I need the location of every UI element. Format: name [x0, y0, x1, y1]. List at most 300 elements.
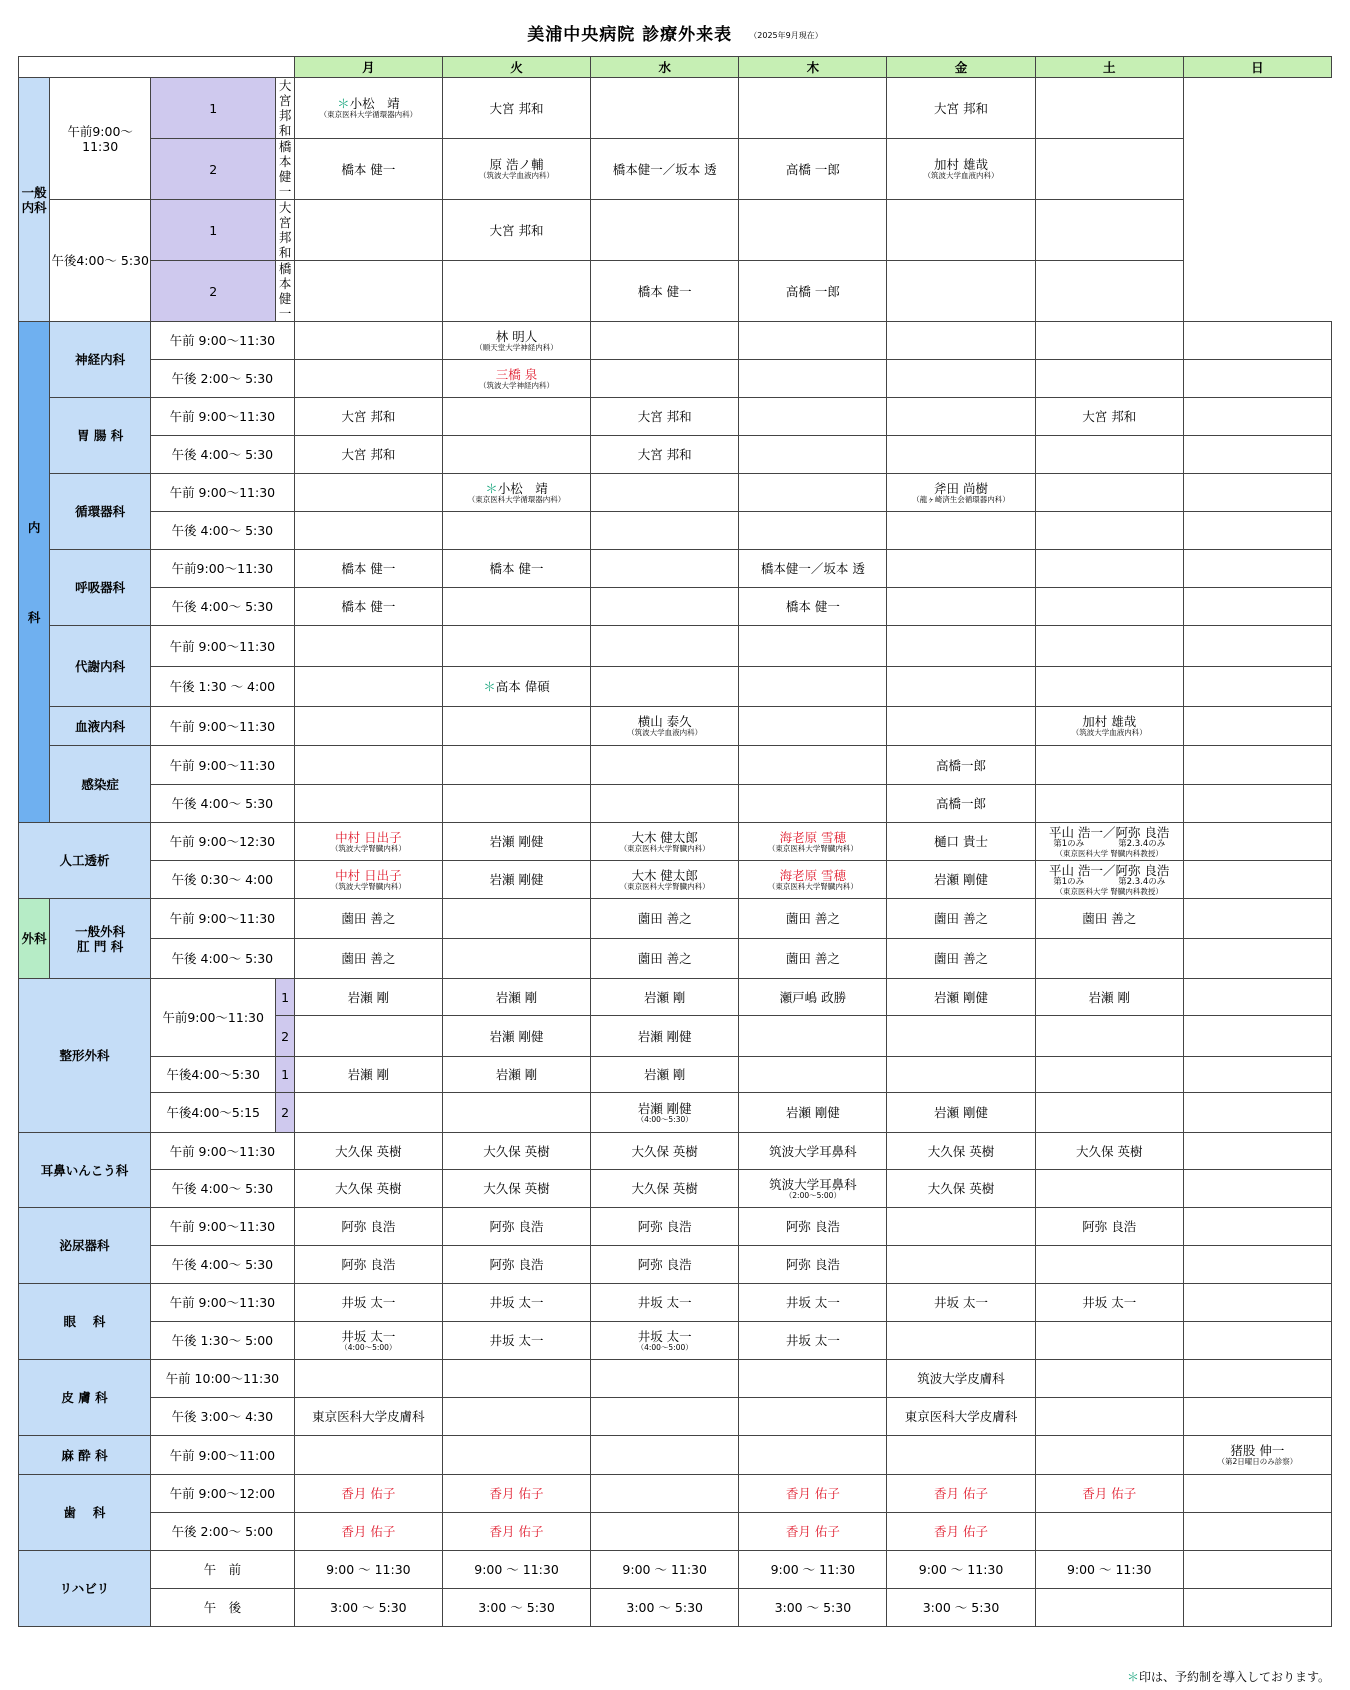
- corner-cell: [19, 57, 295, 78]
- time-slot: 午後 4:00〜 5:30: [150, 436, 294, 474]
- affiliation-note: （4:00〜5:00）: [340, 1342, 397, 1352]
- schedule-cell: [739, 436, 887, 474]
- schedule-cell: [591, 979, 739, 1016]
- doctor-name: 大宮 邦和: [489, 100, 544, 116]
- doctor-name: 9:00 〜 11:30: [326, 1562, 411, 1577]
- schedule-cell: [1183, 939, 1331, 979]
- schedule-cell: [591, 899, 739, 939]
- schedule-cell: [591, 1589, 739, 1627]
- doctor-name: 平山 浩一／阿弥 良浩: [1048, 863, 1170, 879]
- schedule-cell: [294, 200, 442, 261]
- affiliation-note: （東京医科大学腎臓内科）: [767, 881, 858, 891]
- schedule-cell: [442, 746, 590, 785]
- doctor-name: 大宮 邦和: [341, 409, 396, 424]
- schedule-cell: [887, 398, 1035, 436]
- reservation-note: [1127, 1668, 1330, 1685]
- schedule-cell: [442, 398, 590, 436]
- schedule-cell: [1183, 512, 1331, 550]
- schedule-row: [19, 360, 1332, 398]
- doctor-name: 加村 雄哉: [934, 157, 989, 173]
- affiliation-note: （筑波大学血液内科）: [627, 728, 703, 738]
- schedule-cell: [887, 261, 1035, 322]
- doctor-name: 井坂 太一: [637, 1328, 692, 1344]
- schedule-row: [19, 139, 1332, 200]
- doctor-name: 阿弥 良浩: [341, 1257, 396, 1272]
- day-header: 金: [887, 57, 1035, 78]
- schedule-cell: [442, 667, 590, 707]
- schedule-cell: [1035, 746, 1183, 785]
- page-header: [0, 20, 1350, 45]
- schedule-cell: [591, 550, 739, 588]
- doctor-name: 岩瀬 剛: [495, 1067, 538, 1082]
- schedule-cell: [591, 588, 739, 626]
- schedule-cell: [442, 1589, 590, 1627]
- doctor-name: 阿弥 良浩: [1082, 1219, 1137, 1234]
- schedule-cell: [739, 1093, 887, 1133]
- doctor-name: 大宮 邦和: [341, 447, 396, 462]
- doctor-name: 橋本 健一: [341, 561, 396, 576]
- schedule-row: [19, 979, 1332, 1016]
- doctor-name: 大宮 邦和: [278, 200, 292, 260]
- time-slot: 午後4:00〜5:30: [150, 1057, 275, 1093]
- schedule-cell: [442, 979, 590, 1016]
- schedule-cell: [1035, 1057, 1183, 1093]
- schedule-cell: [591, 785, 739, 823]
- day-header-row: [19, 57, 1332, 78]
- schedule-row: [19, 1322, 1332, 1360]
- schedule-cell: [1183, 979, 1331, 1016]
- schedule-cell: [739, 1360, 887, 1398]
- doctor-name: 薗田 善之: [341, 951, 396, 966]
- time-slot: 午後 3:00〜 4:30: [150, 1398, 294, 1436]
- department-name: 胃 腸 科: [50, 398, 151, 474]
- schedule-cell: [739, 588, 887, 626]
- schedule-cell: [1035, 360, 1183, 398]
- time-slot: 午前 9:00〜11:30: [150, 626, 294, 667]
- department-name: 麻 酔 科: [19, 1436, 151, 1475]
- doctor-name: 橋本健一／坂本 透: [760, 561, 865, 576]
- schedule-cell: [887, 667, 1035, 707]
- time-slot: 午前9:00〜11:30: [50, 78, 151, 200]
- schedule-row: [19, 398, 1332, 436]
- schedule-cell: [294, 823, 442, 861]
- schedule-cell: [1183, 550, 1331, 588]
- schedule-cell: [442, 1057, 590, 1093]
- doctor-name: 大久保 英樹: [483, 1143, 550, 1159]
- time-slot: 午後 4:00〜 5:30: [150, 512, 294, 550]
- doctor-name: 岩瀬 剛: [643, 989, 686, 1005]
- schedule-cell: [1183, 746, 1331, 785]
- doctor-name: 大宮 邦和: [489, 222, 544, 238]
- schedule-row: [19, 78, 1332, 139]
- schedule-row: [19, 861, 1332, 899]
- schedule-cell: [1183, 707, 1331, 746]
- doctor-name: 香月 佑子: [489, 1486, 544, 1501]
- schedule-row: [19, 1436, 1332, 1475]
- schedule-cell: [1035, 1284, 1183, 1322]
- schedule-cell: [739, 1513, 887, 1551]
- schedule-cell: [739, 322, 887, 360]
- schedule-cell: [887, 1170, 1035, 1208]
- department-name: 呼吸器科: [50, 550, 151, 626]
- schedule-cell: [739, 1589, 887, 1627]
- schedule-cell: [591, 1057, 739, 1093]
- schedule-row: [19, 588, 1332, 626]
- schedule-row: [19, 322, 1332, 360]
- schedule-cell: [294, 512, 442, 550]
- doctor-name: 林 明人: [495, 328, 538, 344]
- schedule-cell: [887, 707, 1035, 746]
- schedule-cell: [887, 474, 1035, 512]
- schedule-cell: [887, 588, 1035, 626]
- schedule-cell: [591, 200, 739, 261]
- doctor-name: 大宮 邦和: [637, 409, 692, 424]
- affiliation-note: （東京医科大学 腎臓内科教授）: [1055, 886, 1163, 896]
- schedule-cell: [294, 1246, 442, 1284]
- schedule-row: [19, 626, 1332, 667]
- schedule-cell: [1035, 436, 1183, 474]
- schedule-cell: [442, 588, 590, 626]
- schedule-cell: [739, 667, 887, 707]
- doctor-name: 中村 日出子: [335, 829, 402, 845]
- doctor-name: 高本 偉碩: [495, 679, 550, 694]
- doctor-name: 薗田 善之: [934, 911, 989, 926]
- schedule-cell: [591, 78, 739, 139]
- schedule-cell: [294, 261, 442, 322]
- schedule-cell: [294, 588, 442, 626]
- time-slot: 午前 9:00〜11:30: [150, 474, 294, 512]
- time-slot: 午前 9:00〜11:30: [150, 398, 294, 436]
- doctor-name: 筑波大学耳鼻科: [769, 1176, 857, 1192]
- schedule-row: [19, 785, 1332, 823]
- doctor-name: 橋本 健一: [785, 599, 840, 614]
- schedule-cell: [442, 785, 590, 823]
- schedule-cell: [887, 139, 1035, 200]
- doctor-name: 東京医科大学皮膚科: [312, 1409, 425, 1424]
- schedule-cell: [1035, 979, 1183, 1016]
- schedule-cell: [591, 1133, 739, 1170]
- schedule-cell: [887, 1436, 1035, 1475]
- schedule-row: [19, 1170, 1332, 1208]
- doctor-name: 薗田 善之: [785, 951, 840, 966]
- schedule-cell: [1183, 1551, 1331, 1589]
- schedule-cell: [887, 1284, 1035, 1322]
- schedule-cell: [591, 1360, 739, 1398]
- time-slot: 午前 9:00〜11:30: [150, 1208, 294, 1246]
- schedule-cell: [591, 398, 739, 436]
- schedule-cell: [887, 1513, 1035, 1551]
- schedule-cell: [442, 1246, 590, 1284]
- doctor-name: 岩瀬 剛健: [489, 834, 544, 849]
- schedule-cell: [739, 979, 887, 1016]
- schedule-cell: [1035, 1322, 1183, 1360]
- schedule-cell: [1183, 360, 1331, 398]
- schedule-cell: [591, 1551, 739, 1589]
- schedule-cell: [276, 78, 294, 139]
- schedule-cell: [1035, 1475, 1183, 1513]
- schedule-cell: [739, 626, 887, 667]
- schedule-cell: [442, 1436, 590, 1475]
- schedule-cell: [442, 1551, 590, 1589]
- schedule-cell: [442, 360, 590, 398]
- schedule-cell: [887, 626, 1035, 667]
- time-slot: 午 前: [150, 1551, 294, 1589]
- doctor-name: 大久保 英樹: [631, 1143, 698, 1159]
- schedule-cell: [739, 899, 887, 939]
- time-slot: 午後 4:00〜 5:30: [150, 1246, 294, 1284]
- doctor-name: 岩瀬 剛: [347, 989, 390, 1005]
- schedule-cell: [1183, 1398, 1331, 1436]
- doctor-name: 原 浩ノ輔: [489, 157, 544, 173]
- schedule-cell: [887, 1133, 1035, 1170]
- time-slot: 午後 2:00〜 5:30: [150, 360, 294, 398]
- schedule-cell: [1183, 1093, 1331, 1133]
- doctor-name: 阿弥 良浩: [785, 1219, 840, 1234]
- schedule-cell: [1183, 1436, 1331, 1475]
- schedule-cell: [294, 626, 442, 667]
- doctor-name: 香月 佑子: [1082, 1486, 1137, 1501]
- doctor-name: 中村 日出子: [335, 867, 402, 883]
- doctor-name: 岩瀬 剛: [1088, 989, 1130, 1005]
- schedule-cell: [591, 823, 739, 861]
- schedule-cell: [294, 861, 442, 899]
- schedule-cell: [1183, 1284, 1331, 1322]
- doctor-name: 岩瀬 剛健: [489, 872, 544, 887]
- doctor-name: 9:00 〜 11:30: [770, 1562, 856, 1577]
- affiliation-note: （東京医科大学循環器内科）: [319, 110, 418, 120]
- doctor-name: 大久保 英樹: [927, 1143, 995, 1159]
- schedule-cell: [739, 474, 887, 512]
- schedule-cell: [1035, 1398, 1183, 1436]
- schedule-cell: [1035, 899, 1183, 939]
- schedule-cell: [1035, 707, 1183, 746]
- schedule-cell: [591, 1436, 739, 1475]
- schedule-cell: [887, 1016, 1035, 1057]
- affiliation-note: （順天堂大学神経内科）: [475, 342, 558, 352]
- as-of-date: （2025年9月現在）: [749, 31, 823, 40]
- schedule-cell: [739, 78, 887, 139]
- schedule-cell: [887, 939, 1035, 979]
- doctor-name: 橋本 健一: [341, 161, 396, 177]
- affiliation-note: （筑波大学血液内科）: [923, 171, 999, 181]
- schedule-row: [19, 436, 1332, 474]
- schedule-cell: [887, 360, 1035, 398]
- doctor-name: 橋本 健一: [637, 283, 692, 299]
- doctor-name: 井坂 太一: [785, 1295, 840, 1310]
- schedule-cell: [739, 861, 887, 899]
- schedule-cell: [294, 1513, 442, 1551]
- reservation-star-icon: ＊: [485, 480, 498, 496]
- schedule-cell: [442, 1513, 590, 1551]
- schedule-cell: [276, 200, 294, 261]
- doctor-name: 井坂 太一: [934, 1295, 989, 1310]
- schedule-cell: [739, 550, 887, 588]
- schedule-cell: [1035, 667, 1183, 707]
- doctor-name: 斧田 尚樹: [934, 480, 989, 496]
- doctor-name: 3:00 〜 5:30: [478, 1600, 555, 1615]
- doctor-name: 橋本 健一: [489, 561, 544, 576]
- time-slot: 午後 4:00〜 5:30: [150, 588, 294, 626]
- day-header: 日: [1183, 57, 1331, 78]
- schedule-cell: [1035, 626, 1183, 667]
- doctor-name: 猪股 伸一: [1230, 1443, 1285, 1459]
- doctor-name: 井坂 太一: [1082, 1295, 1137, 1310]
- schedule-cell: [591, 436, 739, 474]
- doctor-name: 岩瀬 剛: [495, 989, 538, 1005]
- affiliation-note: （龍ヶ崎済生会循環器内科）: [912, 494, 1010, 504]
- doctor-name: 大宮 邦和: [1082, 409, 1137, 424]
- time-slot: 午後 4:00〜 5:30: [150, 1170, 294, 1208]
- schedule-cell: [1035, 1513, 1183, 1551]
- schedule-cell: [276, 139, 294, 200]
- schedule-cell: [1035, 139, 1183, 200]
- doctor-name: 東京医科大学皮膚科: [904, 1409, 1018, 1424]
- affiliation-note: （筑波大学血液内科）: [1071, 728, 1147, 738]
- schedule-cell: [1035, 1208, 1183, 1246]
- schedule-cell: [442, 322, 590, 360]
- schedule-row: [19, 707, 1332, 746]
- affiliation-note: （筑波大学腎臓内科）: [330, 843, 406, 853]
- time-slot: 午前 10:00〜11:30: [150, 1360, 294, 1398]
- doctor-name: 阿弥 良浩: [637, 1219, 692, 1234]
- doctor-name: 阿弥 良浩: [489, 1257, 544, 1272]
- schedule-cell: [1183, 1513, 1331, 1551]
- doctor-name: 香月 佑子: [785, 1524, 840, 1539]
- doctor-name: 加村 雄哉: [1082, 714, 1137, 730]
- schedule-cell: [442, 626, 590, 667]
- time-slot: 午前 9:00〜12:30: [150, 823, 294, 861]
- day-header: 火: [442, 57, 590, 78]
- schedule-cell: [1183, 1170, 1331, 1208]
- schedule-cell: [1035, 78, 1183, 139]
- schedule-cell: [1183, 1208, 1331, 1246]
- schedule-row: [19, 823, 1332, 861]
- doctor-name: 高橋一郎: [936, 757, 987, 773]
- schedule-cell: [887, 979, 1035, 1016]
- schedule-cell: [1183, 1589, 1331, 1627]
- affiliation-note: （東京医科大学腎臓内科）: [619, 881, 710, 891]
- doctor-name: 薗田 善之: [785, 911, 840, 926]
- lane-number: 1: [150, 78, 275, 139]
- time-slot: 午前 9:00〜11:30: [150, 707, 294, 746]
- department-name: 一般外科 肛 門 科: [50, 899, 151, 979]
- schedule-cell: [739, 1246, 887, 1284]
- schedule-row: [19, 667, 1332, 707]
- time-slot: 午前 9:00〜11:00: [150, 1436, 294, 1475]
- department-name: 整形外科: [19, 979, 151, 1133]
- schedule-cell: [442, 899, 590, 939]
- schedule-row: [19, 512, 1332, 550]
- schedule-cell: [442, 550, 590, 588]
- doctor-name: 岩瀬 剛健: [934, 872, 989, 887]
- schedule-cell: [442, 1322, 590, 1360]
- doctor-name: 3:00 〜 5:30: [626, 1600, 703, 1615]
- schedule-cell: [591, 667, 739, 707]
- schedule-cell: [1183, 1475, 1331, 1513]
- schedule-cell: [591, 512, 739, 550]
- schedule-cell: [887, 823, 1035, 861]
- schedule-cell: [1183, 398, 1331, 436]
- schedule-cell: [1035, 1170, 1183, 1208]
- affiliation-note: （2:00〜5:00）: [784, 1190, 841, 1200]
- schedule-row: [19, 1057, 1332, 1093]
- time-slot: 午後4:00〜 5:30: [50, 200, 151, 322]
- schedule-cell: [294, 899, 442, 939]
- doctor-name: 橋本 健一: [278, 139, 292, 199]
- schedule-cell: [1035, 588, 1183, 626]
- schedule-cell: [442, 861, 590, 899]
- lane-number: 1: [276, 979, 294, 1016]
- doctor-name: 高橋 一郎: [785, 161, 840, 177]
- doctor-name: 大宮 邦和: [637, 447, 692, 462]
- schedule-cell: [294, 1398, 442, 1436]
- schedule-cell: [739, 200, 887, 261]
- schedule-cell: [739, 261, 887, 322]
- doctor-name: 大木 健太郎: [631, 829, 698, 845]
- schedule-cell: [591, 1322, 739, 1360]
- schedule-cell: [887, 1246, 1035, 1284]
- schedule-row: [19, 261, 1332, 322]
- schedule-cell: [1035, 200, 1183, 261]
- doctor-name: 瀬戸嶋 政勝: [779, 989, 847, 1005]
- time-slot: 午 後: [150, 1589, 294, 1627]
- doctor-name: 9:00 〜 11:30: [918, 1562, 1004, 1577]
- doctor-name: 薗田 善之: [341, 911, 396, 926]
- time-slot: 午前 9:00〜11:30: [150, 1133, 294, 1170]
- lane-number: 2: [276, 1016, 294, 1057]
- schedule-row: [19, 1246, 1332, 1284]
- time-slot: 午後 2:00〜 5:00: [150, 1513, 294, 1551]
- time-slot: 午後 4:00〜 5:30: [150, 785, 294, 823]
- schedule-cell: [1035, 261, 1183, 322]
- schedule-cell: [294, 1093, 442, 1133]
- schedule-cell: [887, 436, 1035, 474]
- doctor-name: 薗田 善之: [1082, 911, 1137, 926]
- schedule-cell: [887, 1322, 1035, 1360]
- schedule-cell: [591, 261, 739, 322]
- schedule-cell: [591, 1475, 739, 1513]
- schedule-row: [19, 1133, 1332, 1170]
- schedule-table: [18, 56, 1332, 1627]
- time-slot: 午前 9:00〜11:30: [150, 322, 294, 360]
- schedule-cell: [739, 1208, 887, 1246]
- lane-number: 1: [150, 200, 275, 261]
- department-name: 人工透析: [19, 823, 151, 899]
- doctor-name: 橋本 健一: [278, 261, 292, 321]
- doctor-name: 筑波大学皮膚科: [917, 1371, 1005, 1386]
- schedule-cell: [887, 1398, 1035, 1436]
- schedule-cell: [887, 746, 1035, 785]
- doctor-name: 9:00 〜 11:30: [622, 1562, 707, 1577]
- schedule-cell: [887, 550, 1035, 588]
- schedule-row: [19, 200, 1332, 261]
- reservation-star-icon: ＊: [1126, 1670, 1139, 1684]
- schedule-cell: [739, 398, 887, 436]
- affiliation-note: （東京医科大学 腎臓内科教授）: [1055, 848, 1163, 858]
- schedule-cell: [442, 1208, 590, 1246]
- department-name: 皮 膚 科: [19, 1360, 151, 1436]
- doctor-name: 大宮 邦和: [278, 78, 292, 138]
- doctor-name: 香月 佑子: [341, 1486, 396, 1501]
- schedule-cell: [1035, 823, 1183, 861]
- schedule-cell: [739, 1133, 887, 1170]
- schedule-cell: [294, 139, 442, 200]
- doctor-name: 樋口 貴士: [934, 834, 989, 849]
- doctor-name: 岩瀬 剛健: [489, 1028, 544, 1044]
- time-slot: 午後 1:30 〜 4:00: [150, 667, 294, 707]
- schedule-cell: [1183, 588, 1331, 626]
- schedule-cell: [442, 1093, 590, 1133]
